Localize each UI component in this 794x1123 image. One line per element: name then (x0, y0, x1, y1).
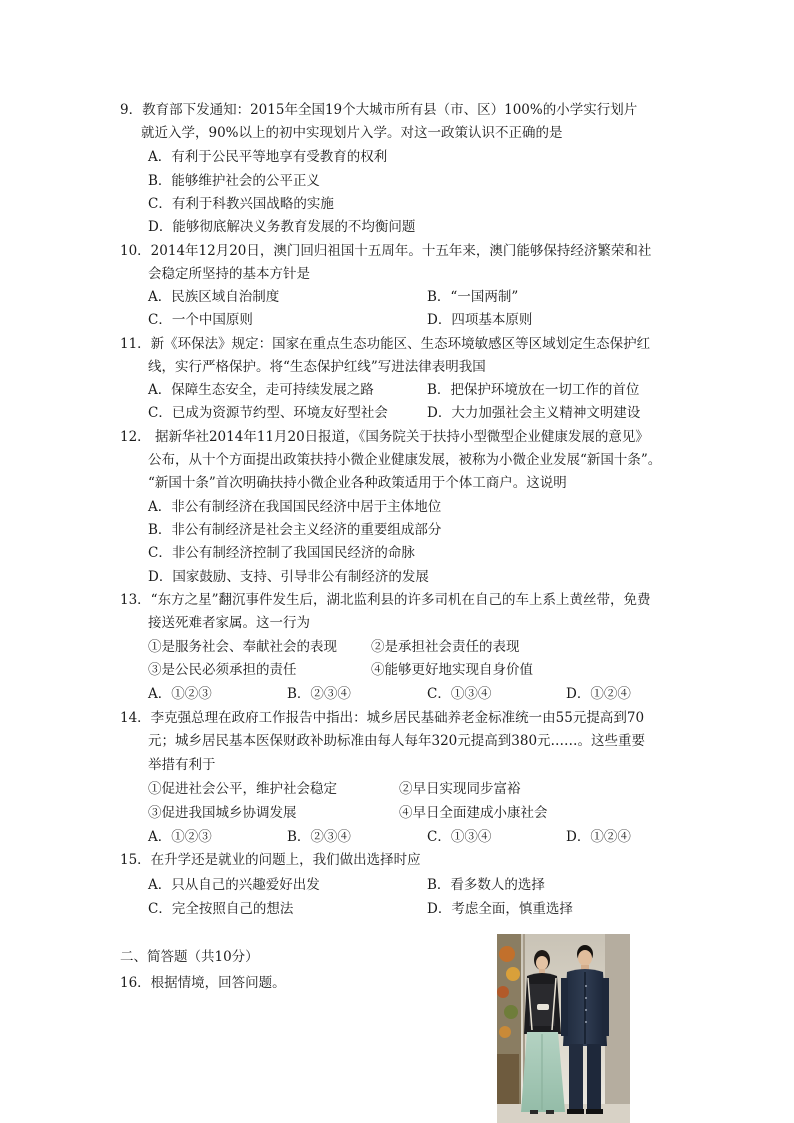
q16-stem: 16．根据情境，回答问题。 (120, 975, 286, 991)
q12-stem-line3: “新国十条”首次明确扶持小微企业各种政策适用于个体工商户。这说明 (148, 475, 567, 491)
q13-item-1: ①是服务社会、奉献社会的表现 (148, 639, 337, 655)
q10-stem-line2: 会稳定所坚持的基本方针是 (148, 266, 310, 282)
photo-illustration (497, 934, 630, 1123)
q9-option-d: D．能够彻底解决义务教育发展的不均衡问题 (148, 219, 416, 235)
q14-stem-line3: 举措有利于 (148, 757, 216, 773)
q14-item-2: ②早日实现同步富裕 (399, 781, 521, 797)
q13-stem-line1: 13．“东方之星”翻沉事件发生后，湖北监利县的许多司机在自己的车上系上黄丝带，免费 (120, 592, 651, 608)
q12-option-b: B．非公有制经济是社会主义经济的重要组成部分 (148, 522, 442, 538)
q14-option-d: D．①②④ (566, 829, 631, 845)
q11-option-a: A．保障生态安全，走可持续发展之路 (148, 382, 374, 398)
q14-option-c: C．①③④ (427, 829, 492, 845)
q14-item-3: ③促进我国城乡协调发展 (148, 805, 297, 821)
q14-option-b: B．②③④ (287, 829, 351, 845)
q9-option-a: A．有利于公民平等地享有受教育的权利 (148, 149, 388, 165)
q14-item-4: ④早日全面建成小康社会 (399, 805, 548, 821)
q15-option-d: D．考虑全面，慎重选择 (427, 901, 573, 917)
q9-option-b: B．能够维护社会的公平正义 (148, 173, 320, 189)
q13-option-d: D．①②④ (566, 686, 631, 702)
q12-option-d: D．国家鼓励、支持、引导非公有制经济的发展 (148, 569, 429, 585)
section-heading: 二、简答题（共10分） (120, 949, 259, 965)
q10-option-b: B．“一国两制” (427, 289, 519, 305)
q11-option-c: C．已成为资源节约型、环境友好型社会 (148, 405, 388, 421)
q9-option-c: C．有利于科教兴国战略的实施 (148, 196, 334, 212)
q9-stem-line1: 9．教育部下发通知：2015年全国19个大城市所有县（市、区）100%的小学实行划片 (120, 102, 638, 118)
q15-option-a: A．只从自己的兴趣爱好出发 (148, 877, 320, 893)
q11-stem-line1: 11．新《环保法》规定：国家在重点生态功能区、生态环境敏感区等区域划定生态保护红 (120, 336, 651, 352)
q14-option-a: A．①②③ (148, 829, 212, 845)
q12-stem-line2: 公布，从十个方面提出政策扶持小微企业健康发展，被称为小微企业发展“新国十条”。 (148, 452, 662, 468)
q12-option-c: C．非公有制经济控制了我国国民经济的命脉 (148, 545, 415, 561)
q13-stem-line2: 接送死难者家属。这一行为 (148, 615, 310, 631)
q14-stem-line2: 元；城乡居民基本医保财政补助标准由每人每年320元提高到380元……。这些重要 (148, 733, 646, 749)
q11-option-b: B．把保护环境放在一切工作的首位 (427, 382, 640, 398)
q10-option-a: A．民族区域自治制度 (148, 289, 280, 305)
q13-item-4: ④能够更好地实现自身价值 (371, 662, 533, 678)
q13-item-3: ③是公民必须承担的责任 (148, 662, 297, 678)
photo-two-people (497, 934, 630, 1123)
q13-option-b: B．②③④ (287, 686, 351, 702)
q10-option-d: D．四项基本原则 (427, 312, 533, 328)
q13-option-a: A．①②③ (148, 686, 212, 702)
q13-option-c: C．①③④ (427, 686, 492, 702)
q10-stem-line1: 10．2014年12月20日，澳门回归祖国十五周年。十五年来，澳门能够保持经济繁荣和社 (120, 243, 652, 259)
q10-option-c: C．一个中国原则 (148, 312, 253, 328)
q12-option-a: A．非公有制经济在我国国民经济中居于主体地位 (148, 499, 442, 515)
q9-stem-line2: 就近入学，90%以上的初中实现划片入学。对这一政策认识不正确的是 (141, 125, 563, 141)
q13-item-2: ②是承担社会责任的表现 (371, 639, 520, 655)
q12-stem-line1: 12． 据新华社2014年11月20日报道，《国务院关于扶持小型微型企业健康发展的意见》 (120, 429, 649, 445)
q15-option-b: B．看多数人的选择 (427, 877, 545, 893)
q15-stem-line1: 15．在升学还是就业的问题上，我们做出选择时应 (120, 852, 421, 868)
q15-option-c: C．完全按照自己的想法 (148, 901, 294, 917)
q14-item-1: ①促进社会公平，维护社会稳定 (148, 781, 337, 797)
q11-option-d: D．大力加强社会主义精神文明建设 (427, 405, 641, 421)
q11-stem-line2: 线，实行严格保护。将“生态保护红线”写进法律表明我国 (148, 359, 486, 375)
q14-stem-line1: 14．李克强总理在政府工作报告中指出：城乡居民基础养老金标准统一由55元提高到70 (120, 710, 645, 726)
